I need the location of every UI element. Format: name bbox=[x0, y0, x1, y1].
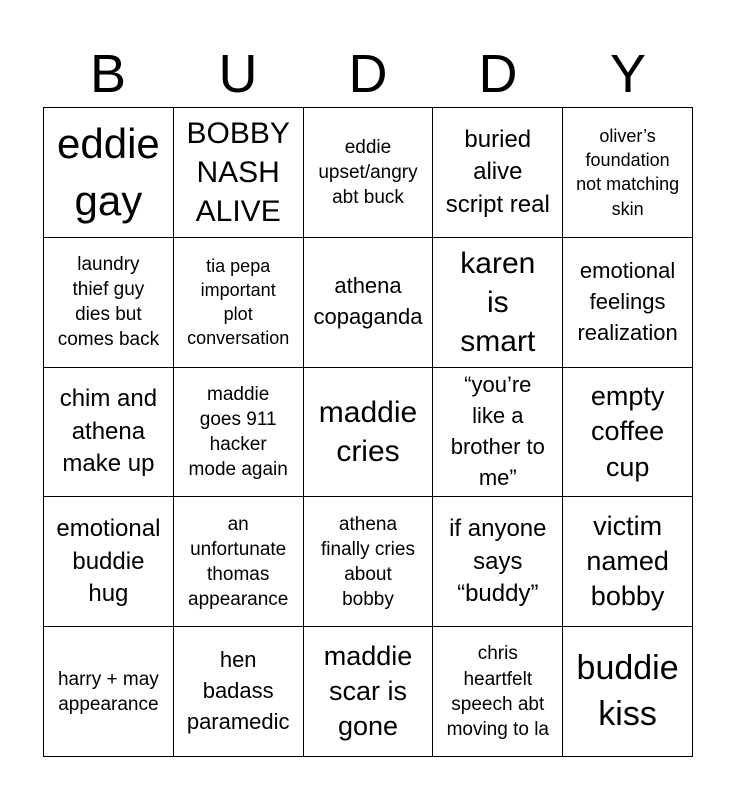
bingo-cell[interactable] bbox=[174, 108, 304, 238]
bingo-cell[interactable] bbox=[433, 627, 563, 757]
bingo-cell[interactable] bbox=[44, 627, 174, 757]
bingo-cell-text: “you’re like a brother to me” bbox=[450, 372, 545, 490]
header-letter-y: Y bbox=[609, 44, 647, 104]
bingo-cell-text: buried alive script real bbox=[445, 125, 550, 218]
bingo-grid bbox=[43, 107, 693, 757]
bingo-cell[interactable] bbox=[174, 238, 304, 368]
header-letter-u: U bbox=[218, 44, 258, 104]
bingo-cell-text: athena finally cries about bobby bbox=[321, 513, 415, 610]
bingo-cell[interactable] bbox=[563, 627, 693, 757]
bingo-cell-text: chris heartfelt speech abt moving to la bbox=[446, 643, 550, 740]
bingo-cell-text: emotional buddie hug bbox=[56, 515, 161, 607]
bingo-cell-text: victim named bobby bbox=[586, 511, 669, 612]
bingo-cell[interactable] bbox=[44, 368, 174, 498]
header-letter-d: D bbox=[348, 44, 388, 104]
bingo-cell-text: maddie cries bbox=[318, 395, 418, 468]
bingo-cell[interactable] bbox=[563, 108, 693, 238]
bingo-cell-text: emotional feelings realization bbox=[577, 258, 678, 345]
bingo-cell[interactable] bbox=[44, 238, 174, 368]
bingo-cell[interactable] bbox=[563, 497, 693, 627]
bingo-cell[interactable] bbox=[304, 108, 434, 238]
bingo-cell-text: harry + may appearance bbox=[57, 668, 159, 715]
bingo-cell-text: buddie kiss bbox=[576, 648, 679, 733]
bingo-cell[interactable] bbox=[304, 368, 434, 498]
bingo-cell[interactable] bbox=[174, 368, 304, 498]
bingo-cell[interactable] bbox=[44, 497, 174, 627]
bingo-cell-text: BOBBY NASH ALIVE bbox=[186, 116, 290, 228]
bingo-cell-text: eddie upset/angry abt buck bbox=[318, 136, 418, 208]
bingo-cell-text: chim and athena make up bbox=[59, 385, 158, 478]
bingo-cell-text: karen is smart bbox=[460, 246, 536, 358]
bingo-cell[interactable] bbox=[174, 497, 304, 627]
bingo-cell[interactable] bbox=[433, 108, 563, 238]
header-letter-b: B bbox=[89, 44, 127, 104]
bingo-cell-text: an unfortunate thomas appearance bbox=[188, 513, 289, 610]
bingo-cell-text: if anyone says “buddy” bbox=[449, 515, 547, 607]
bingo-cell[interactable] bbox=[433, 497, 563, 627]
header-letter-d: D bbox=[478, 44, 518, 104]
bingo-cell-text: hen badass paramedic bbox=[186, 647, 290, 734]
bingo-cell[interactable] bbox=[174, 627, 304, 757]
bingo-cell-text: maddie scar is gone bbox=[323, 640, 413, 742]
bingo-cell[interactable] bbox=[304, 627, 434, 757]
bingo-cell-text: eddie gay bbox=[57, 120, 160, 225]
bingo-cell[interactable] bbox=[433, 368, 563, 498]
bingo-cell[interactable] bbox=[433, 238, 563, 368]
bingo-cell-text: tia pepa important plot conversation bbox=[187, 255, 290, 349]
bingo-header bbox=[43, 40, 693, 108]
bingo-cell[interactable] bbox=[563, 368, 693, 498]
bingo-cell-text: oliver’s foundation not matching skin bbox=[576, 125, 680, 219]
bingo-cell-text: maddie goes 911 hacker mode again bbox=[188, 383, 288, 481]
bingo-cell[interactable] bbox=[304, 497, 434, 627]
bingo-cell[interactable] bbox=[563, 238, 693, 368]
bingo-cell-text: athena copaganda bbox=[313, 273, 423, 330]
bingo-cell[interactable] bbox=[304, 238, 434, 368]
bingo-cell[interactable] bbox=[44, 108, 174, 238]
bingo-cell-text: empty coffee cup bbox=[590, 381, 665, 482]
bingo-cell-text: laundry thief guy dies but comes back bbox=[57, 254, 160, 351]
